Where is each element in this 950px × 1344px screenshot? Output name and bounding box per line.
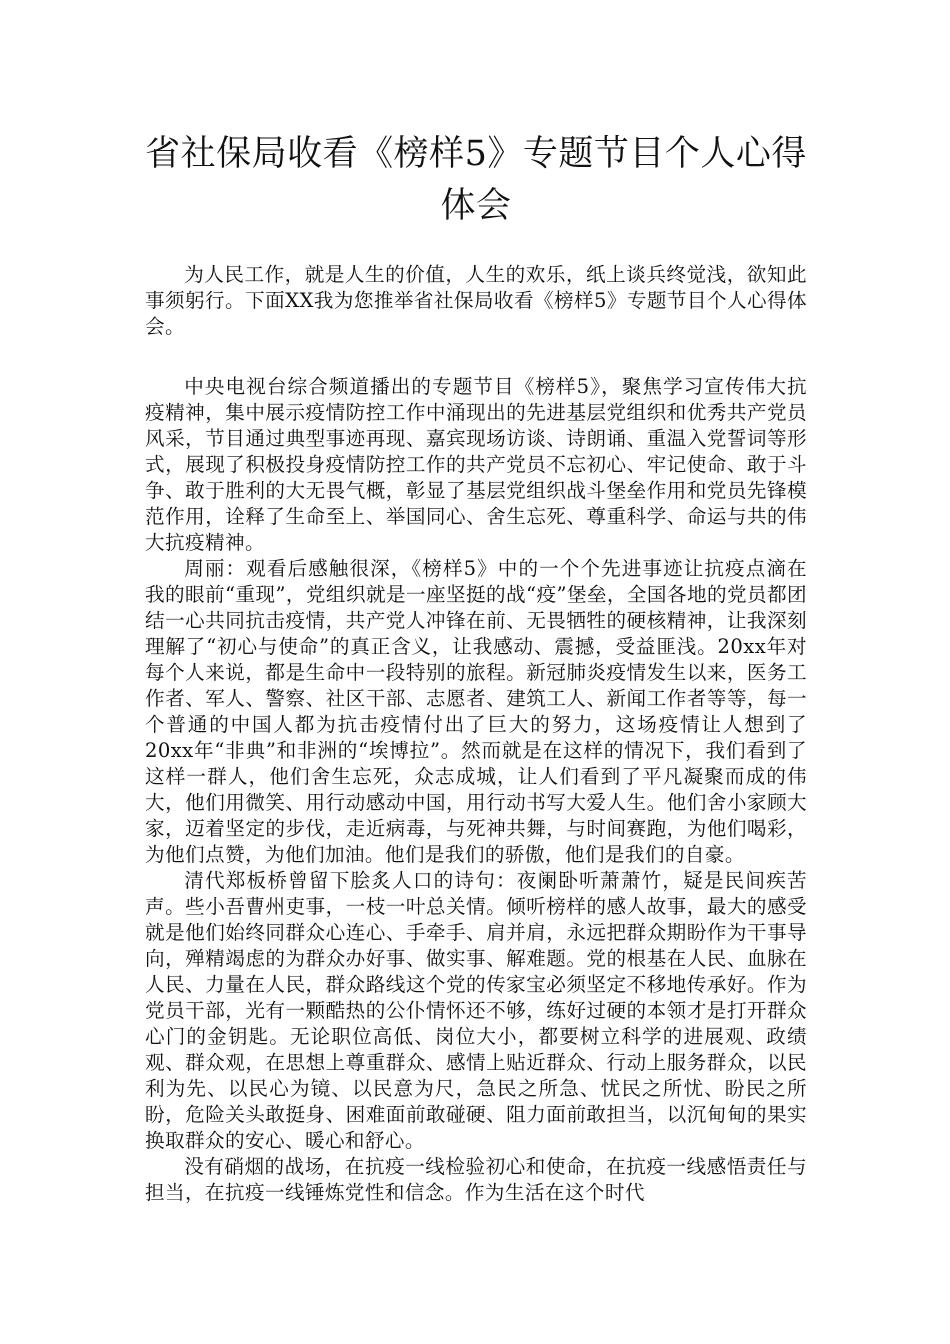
intro-paragraph: 为人民工作，就是人生的价值，人生的欢乐，纸上谈兵终觉浅，欲知此事须躬行。下面XX我为您推举省社保局收看《榜样5》专题节目个人心得体会。: [145, 263, 807, 338]
body-paragraph-3: 清代郑板桥曾留下脍炙人口的诗句：夜阑卧听萧萧竹，疑是民间疾苦声。些小吾曹州吏事，一枝一叶总关情。倾听榜样的感人故事，最大的感受就是他们始终同群众心连心、手牵手、肩并肩，永远把群众期盼作为干事导向，殚精竭虑的为群众办好事、做实事、解难题。党的根基在人民、血脉在人民、力量在人民，群众路线这个党的传家宝必须坚定不移地传承好。作为党员干部，光有一颗酷热的公仆情怀还不够，练好过硬的本领才是打开群众心门的金钥匙。无论职位高低、岗位大小，都要树立科学的进展观、政绩观、群众观，在思想上尊重群众、感情上贴近群众、行动上服务群众，以民利为先、以民心为镜、以民意为尺，急民之所急、忧民之所忧、盼民之所盼，危险关头敢挺身、困难面前敢碰硬、阻力面前敢担当，以沉甸甸的果实换取群众的安心、暖心和舒心。: [145, 869, 807, 1152]
intro-section: [145, 262, 807, 340]
body-paragraph-2: 周丽：观看后感触很深，《榜样5》中的一个个先进事迹让抗疫点滴在我的眼前“重现”，党组织就是一座坚挺的战“疫”堡垒，全国各地的党员都团结一心共同抗击疫情，共产党人冲锋在前、无畏牺牲的硬核精神，让我深刻理解了“初心与使命”的真正含义，让我感动、震撼，受益匪浅。20xx年对每个人来说，都是生命中一段特别的旅程。新冠肺炎疫情发生以来，医务工作者、军人、警察、社区干部、志愿者、建筑工人、新闻工作者等等，每一个普通的中国人都为抗击疫情付出了巨大的努力，这场疫情让人想到了20xx年“非典”和非洲的“埃博拉”。然而就是在这样的情况下，我们看到了这样一群人，他们舍生忘死，众志成城，让人们看到了平凡凝聚而成的伟大，他们用微笑、用行动感动中国，用行动书写大爱人生。他们舍小家顾大家，迈着坚定的步伐，走近病毒，与死神共舞，与时间赛跑，为他们喝彩，为他们点赞，为他们加油。他们是我们的骄傲，他们是我们的自豪。: [145, 557, 807, 866]
body-paragraph-4: 没有硝烟的战场，在抗疫一线检验初心和使命，在抗疫一线感悟责任与担当，在抗疫一线锤炼党性和信念。作为生活在这个时代: [145, 1155, 807, 1204]
body-section: [145, 374, 807, 1206]
document-page: [145, 0, 807, 1206]
body-paragraph-1: 中央电视台综合频道播出的专题节目《榜样5》，聚焦学习宣传伟大抗疫精神，集中展示疫情防控工作中涌现出的先进基层党组织和优秀共产党员风采，节目通过典型事迹再现、嘉宾现场访谈、诗朗诵、重温入党誓词等形式，展现了积极投身疫情防控工作的共产党员不忘初心、牢记使命、敢于斗争、敢于胜利的大无畏气概，彰显了基层党组织战斗堡垒作用和党员先锋模范作用，诠释了生命至上、举国同心、舍生忘死、尊重科学、命运与共的伟大抗疫精神。: [145, 375, 807, 554]
title-line-1: 省社保局收看《榜样5》专题节目个人心得: [145, 134, 807, 174]
document-title: [145, 128, 807, 232]
title-line-2: 体会: [440, 186, 512, 226]
